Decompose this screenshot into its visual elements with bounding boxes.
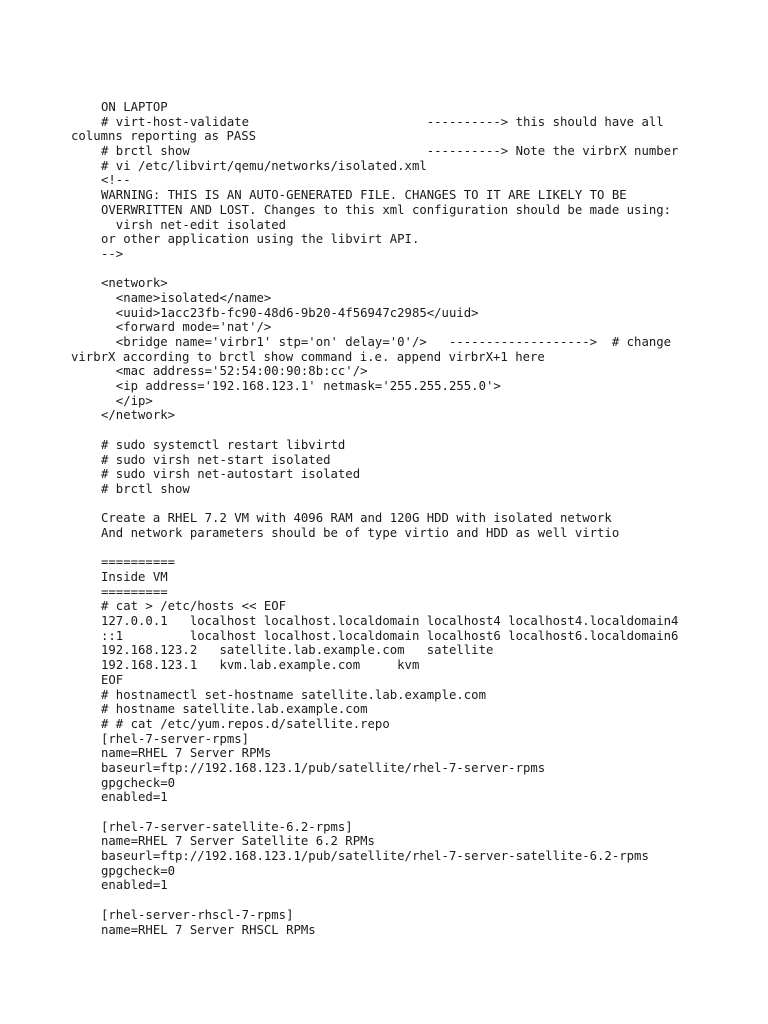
blank-line	[0, 497, 768, 512]
text-line: 127.0.0.1 localhost localhost.localdomain localhost4 localhost4.localdomain4	[101, 614, 679, 629]
text-line: virbrX according to brctl show command i.e. append virbrX+1 here	[71, 349, 545, 364]
text-line: Inside VM	[101, 570, 168, 584]
text-line: gpgcheck=0	[101, 775, 176, 790]
text-line: # brctl show ----------> Note the virbrX number	[101, 144, 679, 159]
text-line: =========	[101, 584, 168, 599]
blank-line	[0, 805, 768, 820]
text-line: # hostnamectl set-hostname satellite.lab.example.com	[101, 687, 486, 702]
text-line: <!--	[101, 173, 131, 188]
blank-line	[0, 541, 768, 556]
blank-line	[0, 262, 768, 277]
text-line: <uuid>1acc23fb-fc90-48d6-9b20-4f56947c2985</uuid>	[101, 305, 479, 320]
text-line: ON LAPTOP	[101, 100, 168, 114]
text-line: name=RHEL 7 Server RHSCL RPMs	[101, 922, 316, 937]
text-line: Create a RHEL 7.2 VM with 4096 RAM and 120G HDD with isolated network	[101, 511, 612, 526]
text-line: [rhel-7-server-satellite-6.2-rpms]	[101, 819, 353, 834]
text-line: # # cat /etc/yum.repos.d/satellite.repo	[101, 716, 390, 731]
text-line: And network parameters should be of type virtio and HDD as well virtio	[101, 525, 620, 540]
text-line: <bridge name='virbr1' stp='on' delay='0'/> -------------------> # change	[101, 335, 672, 349]
text-line: # virt-host-validate ----------> this should have all	[101, 114, 664, 129]
text-line: virsh net-edit isolated	[101, 217, 287, 232]
text-line: columns reporting as PASS	[71, 129, 257, 144]
text-line: # sudo virsh net-start isolated	[101, 452, 331, 467]
text-line: # hostname satellite.lab.example.com	[101, 702, 368, 717]
text-line: # vi /etc/libvirt/qemu/networks/isolated.xml	[101, 158, 427, 173]
text-line: # sudo virsh net-autostart isolated	[101, 467, 361, 482]
blank-line	[0, 893, 768, 908]
blank-line	[0, 423, 768, 438]
text-line: 192.168.123.1 kvm.lab.example.com kvm	[101, 658, 420, 673]
text-line: enabled=1	[101, 790, 168, 805]
text-line: gpgcheck=0	[101, 863, 176, 878]
text-line: # sudo systemctl restart libvirtd	[101, 437, 346, 452]
text-line: baseurl=ftp://192.168.123.1/pub/satellite/rhel-7-server-rpms	[101, 760, 546, 775]
text-line: <name>isolated</name>	[101, 290, 272, 305]
text-line: baseurl=ftp://192.168.123.1/pub/satellite/rhel-7-server-satellite-6.2-rpms	[101, 849, 649, 864]
text-line: [rhel-7-server-rpms]	[101, 731, 250, 746]
text-line: name=RHEL 7 Server Satellite 6.2 RPMs	[101, 834, 375, 849]
text-line: enabled=1	[101, 878, 168, 893]
text-line: <mac address='52:54:00:90:8b:cc'/>	[101, 364, 368, 379]
text-line: ::1 localhost localhost.localdomain localhost6 localhost6.localdomain6	[101, 628, 679, 643]
text-line: </network>	[101, 408, 176, 423]
text-line: <ip address='192.168.123.1' netmask='255.255.255.0'>	[101, 379, 501, 394]
text-line: or other application using the libvirt API.	[101, 232, 420, 247]
text-line: <network>	[101, 276, 168, 291]
text-line: OVERWRITTEN AND LOST. Changes to this xml configuration should be made using:	[101, 202, 672, 217]
text-line: <forward mode='nat'/>	[101, 320, 272, 335]
text-line: EOF	[101, 672, 124, 687]
text-line: ==========	[101, 555, 176, 570]
document-page	[0, 100, 768, 1024]
text-line: 192.168.123.2 satellite.lab.example.com satellite	[101, 643, 494, 658]
text-line: [rhel-server-rhscl-7-rpms]	[101, 907, 294, 922]
text-line: # brctl show	[101, 481, 190, 496]
text-line: # cat > /etc/hosts << EOF	[101, 599, 287, 614]
text-line: WARNING: THIS IS AN AUTO-GENERATED FILE. CHANGES TO IT ARE LIKELY TO BE	[101, 188, 627, 203]
text-line: -->	[101, 246, 124, 261]
text-line: name=RHEL 7 Server RPMs	[101, 746, 272, 761]
text-line: </ip>	[101, 393, 153, 408]
document-body	[0, 100, 768, 937]
